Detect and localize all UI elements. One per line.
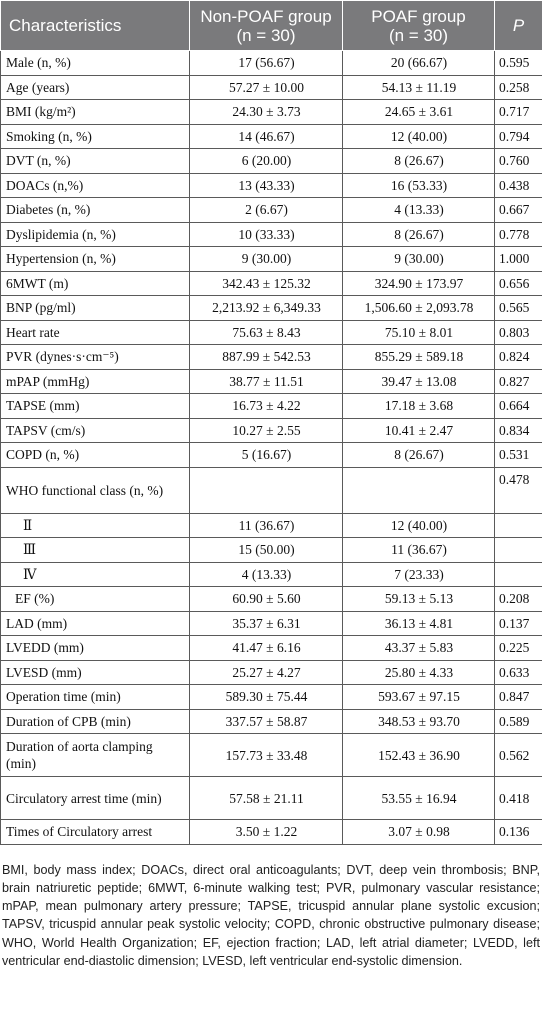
- p-value: [495, 562, 542, 587]
- poaf-value: 8 (26.67): [343, 149, 495, 174]
- table-row: [1, 538, 542, 563]
- header-non-poaf-n: (n = 30): [236, 25, 296, 45]
- table-row: [1, 685, 542, 710]
- row-label: Ⅲ: [1, 538, 190, 563]
- poaf-value: 855.29 ± 589.18: [343, 345, 495, 370]
- table-row: [1, 587, 542, 612]
- table-footnote: BMI, body mass index; DOACs, direct oral anticoagulants; DVT, deep vein thrombosis; BNP, brain natriuretic peptide; 6MWT, 6-minute walking test; PVR, pulmonary vascular resistance; mPAP, mean pulmonary artery pressure; TAPSE, tricuspid annular plane systolic excusion; TAPSV, tricuspid annular peak systolic velocity; COPD, chronic obstructive pulmonary disease; WHO, World Health Organization; EF, ejection fraction; LAD, left atrial diameter; LVEDD, left ventricular end-diastolic dimension; LVESD, left ventricular end-systolic dimension.: [2, 862, 540, 968]
- non-poaf-value: 41.47 ± 6.16: [190, 636, 343, 661]
- non-poaf-value: 15 (50.00): [190, 538, 343, 563]
- non-poaf-value: 14 (46.67): [190, 124, 343, 149]
- non-poaf-value: 342.43 ± 125.32: [190, 271, 343, 296]
- poaf-value: 348.53 ± 93.70: [343, 709, 495, 734]
- p-value: 0.562: [495, 734, 542, 777]
- header-poaf-group: [343, 1, 495, 51]
- row-label: Circulatory arrest time (min): [1, 777, 190, 820]
- non-poaf-value: 9 (30.00): [190, 247, 343, 272]
- p-value: 0.208: [495, 587, 542, 612]
- row-label: COPD (n, %): [1, 443, 190, 468]
- table-row: [1, 320, 542, 345]
- table-row: [1, 467, 542, 513]
- table-row: [1, 345, 542, 370]
- poaf-value: 8 (26.67): [343, 222, 495, 247]
- p-value: 0.589: [495, 709, 542, 734]
- header-poaf-n: (n = 30): [388, 25, 449, 45]
- non-poaf-value: 11 (36.67): [190, 513, 343, 538]
- p-value: 1.000: [495, 247, 542, 272]
- p-value: 0.778: [495, 222, 542, 247]
- non-poaf-value: 38.77 ± 11.51: [190, 369, 343, 394]
- row-label: Duration of aorta clamping (min): [1, 734, 190, 777]
- non-poaf-value: 337.57 ± 58.87: [190, 709, 343, 734]
- row-label: LAD (mm): [1, 611, 190, 636]
- p-value: 0.225: [495, 636, 542, 661]
- non-poaf-value: 10.27 ± 2.55: [190, 418, 343, 443]
- row-label: TAPSE (mm): [1, 394, 190, 419]
- row-label: DVT (n, %): [1, 149, 190, 174]
- table-header: [1, 1, 542, 51]
- poaf-value: 43.37 ± 5.83: [343, 636, 495, 661]
- p-value: 0.827: [495, 369, 542, 394]
- header-poaf-title: POAF group: [371, 6, 466, 26]
- non-poaf-value: [190, 467, 343, 513]
- row-label: LVEDD (mm): [1, 636, 190, 661]
- non-poaf-value: 13 (43.33): [190, 173, 343, 198]
- header-characteristics: Characteristics: [1, 1, 190, 51]
- p-value: 0.633: [495, 660, 542, 685]
- p-value: 0.418: [495, 777, 542, 820]
- row-label: Dyslipidemia (n, %): [1, 222, 190, 247]
- table-row: [1, 296, 542, 321]
- table-row: [1, 562, 542, 587]
- p-value: 0.258: [495, 75, 542, 100]
- non-poaf-value: 10 (33.33): [190, 222, 343, 247]
- poaf-value: 24.65 ± 3.61: [343, 100, 495, 125]
- non-poaf-value: 17 (56.67): [190, 51, 343, 76]
- table-row: [1, 247, 542, 272]
- row-label: Ⅱ: [1, 513, 190, 538]
- p-value: 0.531: [495, 443, 542, 468]
- non-poaf-value: 2,213.92 ± 6,349.33: [190, 296, 343, 321]
- row-label: mPAP (mmHg): [1, 369, 190, 394]
- poaf-value: 53.55 ± 16.94: [343, 777, 495, 820]
- row-label: BNP (pg/ml): [1, 296, 190, 321]
- poaf-value: 1,506.60 ± 2,093.78: [343, 296, 495, 321]
- non-poaf-value: 3.50 ± 1.22: [190, 820, 343, 845]
- non-poaf-value: 887.99 ± 542.53: [190, 345, 343, 370]
- table-row: [1, 636, 542, 661]
- table-row: [1, 222, 542, 247]
- table-row: [1, 100, 542, 125]
- row-label: DOACs (n,%): [1, 173, 190, 198]
- poaf-value: 36.13 ± 4.81: [343, 611, 495, 636]
- p-value: 0.478: [495, 467, 542, 513]
- p-value: 0.667: [495, 198, 542, 223]
- table-row: [1, 777, 542, 820]
- table-row: [1, 394, 542, 419]
- table-row: [1, 443, 542, 468]
- p-value: 0.656: [495, 271, 542, 296]
- table-row: [1, 75, 542, 100]
- row-label: Operation time (min): [1, 685, 190, 710]
- poaf-value: 152.43 ± 36.90: [343, 734, 495, 777]
- non-poaf-value: 6 (20.00): [190, 149, 343, 174]
- non-poaf-value: 60.90 ± 5.60: [190, 587, 343, 612]
- row-label: WHO functional class (n, %): [1, 467, 190, 513]
- row-label: LVESD (mm): [1, 660, 190, 685]
- row-label: Diabetes (n, %): [1, 198, 190, 223]
- header-row: [1, 1, 542, 51]
- non-poaf-value: 75.63 ± 8.43: [190, 320, 343, 345]
- row-label: Hypertension (n, %): [1, 247, 190, 272]
- table-row: [1, 51, 542, 76]
- p-value: 0.803: [495, 320, 542, 345]
- poaf-value: [343, 467, 495, 513]
- poaf-value: 59.13 ± 5.13: [343, 587, 495, 612]
- row-label: Age (years): [1, 75, 190, 100]
- row-label: Times of Circulatory arrest: [1, 820, 190, 845]
- header-non-poaf-group: [190, 1, 343, 51]
- row-label: Smoking (n, %): [1, 124, 190, 149]
- table-row: [1, 820, 542, 845]
- table-row: [1, 660, 542, 685]
- non-poaf-value: 157.73 ± 33.48: [190, 734, 343, 777]
- p-value: 0.717: [495, 100, 542, 125]
- p-value: 0.794: [495, 124, 542, 149]
- table-row: [1, 513, 542, 538]
- row-label: Heart rate: [1, 320, 190, 345]
- table-row: [1, 124, 542, 149]
- poaf-value: 39.47 ± 13.08: [343, 369, 495, 394]
- row-label: BMI (kg/m²): [1, 100, 190, 125]
- poaf-value: 75.10 ± 8.01: [343, 320, 495, 345]
- row-label: EF (%): [1, 587, 190, 612]
- poaf-value: 9 (30.00): [343, 247, 495, 272]
- non-poaf-value: 4 (13.33): [190, 562, 343, 587]
- p-value: [495, 538, 542, 563]
- poaf-value: 324.90 ± 173.97: [343, 271, 495, 296]
- non-poaf-value: 589.30 ± 75.44: [190, 685, 343, 710]
- header-non-poaf-title: Non-POAF group: [200, 6, 332, 26]
- poaf-value: 8 (26.67): [343, 443, 495, 468]
- p-value: 0.847: [495, 685, 542, 710]
- table-row: [1, 149, 542, 174]
- p-value: 0.834: [495, 418, 542, 443]
- poaf-value: 11 (36.67): [343, 538, 495, 563]
- row-label: Male (n, %): [1, 51, 190, 76]
- non-poaf-value: 57.27 ± 10.00: [190, 75, 343, 100]
- non-poaf-value: 25.27 ± 4.27: [190, 660, 343, 685]
- table-body: [1, 51, 542, 845]
- table-row: [1, 611, 542, 636]
- row-label: TAPSV (cm/s): [1, 418, 190, 443]
- poaf-value: 7 (23.33): [343, 562, 495, 587]
- p-value: 0.565: [495, 296, 542, 321]
- row-label: Ⅳ: [1, 562, 190, 587]
- table-row: [1, 709, 542, 734]
- non-poaf-value: 24.30 ± 3.73: [190, 100, 343, 125]
- p-value: 0.664: [495, 394, 542, 419]
- p-value: 0.136: [495, 820, 542, 845]
- p-value: 0.760: [495, 149, 542, 174]
- p-value: 0.137: [495, 611, 542, 636]
- poaf-value: 54.13 ± 11.19: [343, 75, 495, 100]
- header-p-value: P: [495, 1, 542, 51]
- non-poaf-value: 57.58 ± 21.11: [190, 777, 343, 820]
- table-row: [1, 198, 542, 223]
- p-value: 0.438: [495, 173, 542, 198]
- non-poaf-value: 16.73 ± 4.22: [190, 394, 343, 419]
- row-label: 6MWT (m): [1, 271, 190, 296]
- poaf-value: 12 (40.00): [343, 124, 495, 149]
- poaf-value: 10.41 ± 2.47: [343, 418, 495, 443]
- poaf-value: 16 (53.33): [343, 173, 495, 198]
- row-label: PVR (dynes·s·cm⁻⁵): [1, 345, 190, 370]
- p-value: [495, 513, 542, 538]
- table-row: [1, 418, 542, 443]
- poaf-value: 17.18 ± 3.68: [343, 394, 495, 419]
- table-row: [1, 173, 542, 198]
- poaf-value: 4 (13.33): [343, 198, 495, 223]
- p-value: 0.824: [495, 345, 542, 370]
- table-row: [1, 734, 542, 777]
- non-poaf-value: 2 (6.67): [190, 198, 343, 223]
- table-row: [1, 369, 542, 394]
- poaf-value: 593.67 ± 97.15: [343, 685, 495, 710]
- non-poaf-value: 5 (16.67): [190, 443, 343, 468]
- poaf-value: 20 (66.67): [343, 51, 495, 76]
- non-poaf-value: 35.37 ± 6.31: [190, 611, 343, 636]
- poaf-value: 12 (40.00): [343, 513, 495, 538]
- table-row: [1, 271, 542, 296]
- row-label: Duration of CPB (min): [1, 709, 190, 734]
- poaf-value: 25.80 ± 4.33: [343, 660, 495, 685]
- poaf-value: 3.07 ± 0.98: [343, 820, 495, 845]
- p-value: 0.595: [495, 51, 542, 76]
